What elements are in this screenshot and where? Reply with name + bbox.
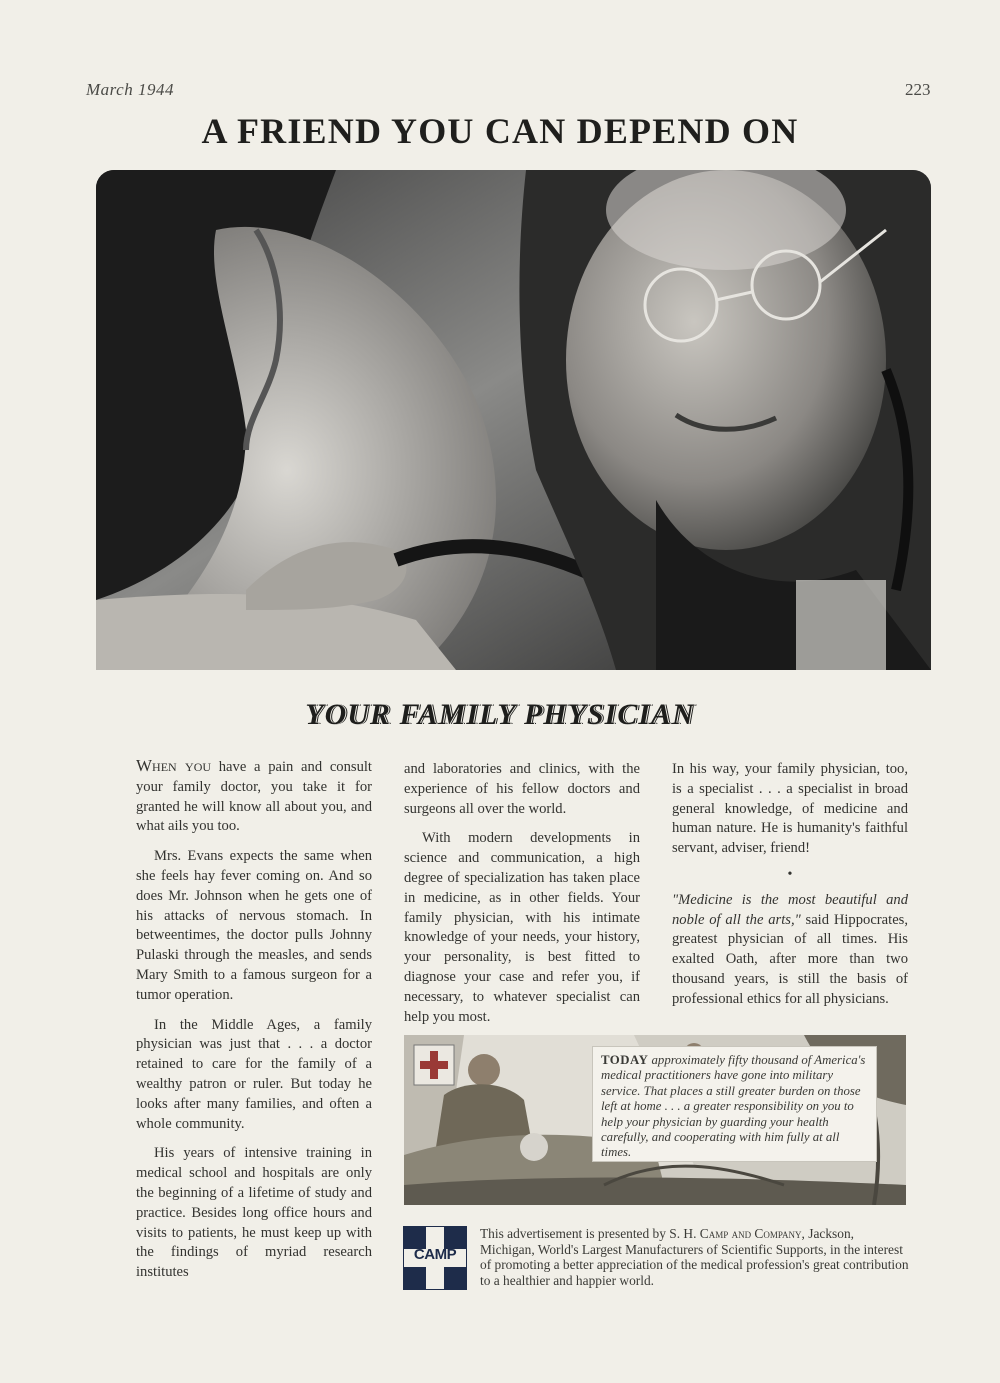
- paragraph: With modern developments in science and communication, a high degree of specialization has taken place in medicine, as in other fields. Your family physician, with his intimate knowledge of your needs, your history, your personality, is best fitted to diagnose your case and refer you, if necessary, to whatever specialist can help you most.: [404, 830, 640, 1025]
- sponsor-text-2: Jackson, Michigan, World's Largest Manufacturers of Scientific Supports, in the interest of promoting a better appreciation of the medical profession's great contribution to a healthier and happier world.: [480, 1226, 909, 1288]
- paragraph-text: have a pain and consult your family doctor, you take it for granted he will know all about you, and what ails you too.: [136, 759, 372, 835]
- paragraph: His years of intensive training in medical school and hospitals are only the beginning of a lifetime of study and practice. Besides long office hours and visits to patients, he must keep up with the findings of myriad research institutes: [136, 1145, 372, 1281]
- paragraph: Mrs. Evans expects the same when she feels hay fever coming on. And so does Mr. Johnson when he gets one of his attacks of nervous stomach. In betweentimes, the doctor pulls Johnny Pulaski through the measles, and sends Mary Smith to a famous surgeon for a tumor operation.: [136, 848, 372, 1003]
- sponsor-text-1: This advertisement is presented by: [480, 1226, 670, 1241]
- callout-text: approximately fifty thousand of America's medical practitioners have gone into military service. That places a still greater burden on those left at home . . . a greater responsibility on you to help your physician by guarding your health carefully, and cooperating with him fully at all times.: [601, 1053, 866, 1160]
- paragraph: In his way, your family physician, too, is a specialist . . . a specialist in broad general knowledge, of medicine and human nature. He is humanity's faithful servant, adviser, friend!: [672, 761, 908, 857]
- camp-logo: [403, 1226, 467, 1290]
- paragraph: [136, 756, 372, 837]
- today-callout: [592, 1046, 877, 1162]
- photo-illustration: [96, 170, 931, 670]
- paragraph: In the Middle Ages, a family physician was just that . . . a doctor retained to care for the family of a wealthy patron or ruler. But today he looks after many families, and often a whole community.: [136, 1016, 372, 1132]
- subheadline: YOUR FAMILY PHYSICIAN: [305, 698, 695, 731]
- paragraph-text: said Hippocrates, greatest physician of all times. His exalted Oath, after more than two thousand years, is still the basis of professional ethics for all physicians.: [672, 911, 908, 1007]
- page-number: 223: [905, 80, 931, 99]
- lead-in: When you: [136, 756, 212, 775]
- article-column-3: [672, 760, 908, 1020]
- paragraph: and laboratories and clinics, with the experience of his fellow doctors and surgeons all over the world.: [404, 761, 640, 817]
- article-column-2: [404, 760, 640, 1037]
- logo-wordmark: CAMP: [413, 1246, 457, 1263]
- today-label: TODAY: [601, 1053, 649, 1067]
- sponsor-company: S. H. Camp and Company,: [669, 1226, 805, 1241]
- hippocrates-quote: "Medicine is the most beautiful and noble of all the arts,": [672, 891, 908, 928]
- paragraph: [672, 891, 908, 1010]
- article-column-1: [136, 756, 372, 1293]
- sponsor-note: [480, 1226, 910, 1288]
- bullet-separator: •: [787, 866, 793, 882]
- issue-date: March 1944: [86, 80, 174, 99]
- headline: A FRIEND YOU CAN DEPEND ON: [201, 111, 799, 151]
- doctor-patient-photo: [96, 170, 931, 670]
